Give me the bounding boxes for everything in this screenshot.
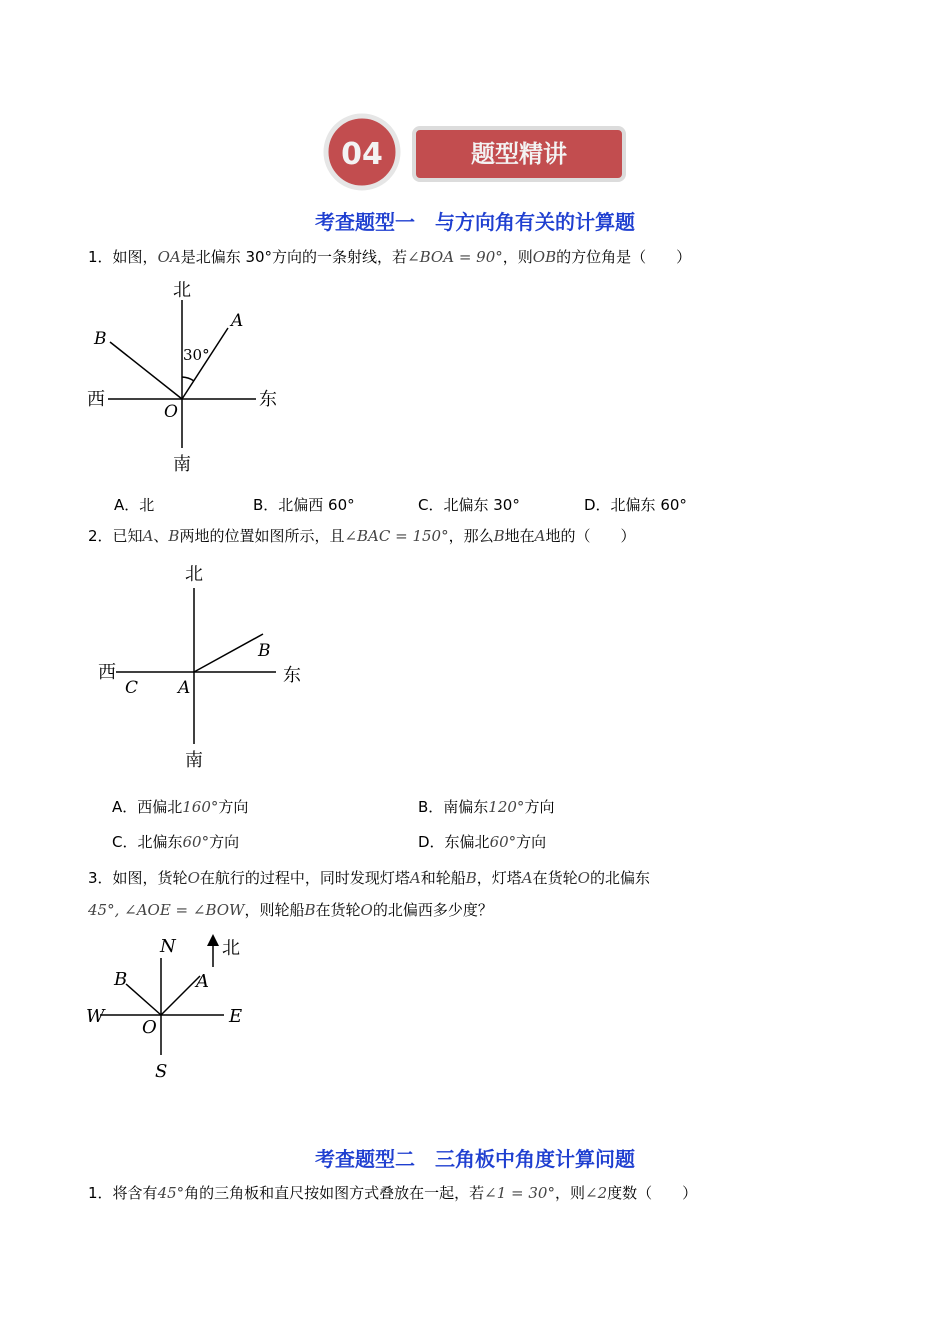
q3-ray-oa bbox=[161, 976, 200, 1015]
q2-compass-figure bbox=[90, 558, 320, 773]
q1-option-a[interactable]: A．北 bbox=[114, 496, 155, 514]
q1-label-west: 西 bbox=[87, 389, 105, 410]
question-3-line1: 3．如图，货轮O在航行的过程中，同时发现灯塔A和轮船B，灯塔A在货轮O的北偏东 bbox=[88, 869, 650, 887]
q1-label-north: 北 bbox=[173, 280, 191, 301]
q1-label-angle: 30° bbox=[183, 346, 210, 364]
q1-ray-ob bbox=[110, 342, 182, 399]
q2-label-south: 南 bbox=[185, 750, 203, 771]
q1-label-east: 东 bbox=[259, 389, 277, 410]
q1-angle-arc bbox=[182, 377, 194, 381]
q2-label-c: C bbox=[125, 678, 139, 698]
q3-compass-figure bbox=[82, 930, 262, 1085]
q3-ray-ob bbox=[126, 984, 161, 1015]
q1-label-south: 南 bbox=[173, 454, 191, 475]
section-banner bbox=[322, 112, 628, 192]
q1-label-a: A bbox=[231, 311, 244, 331]
q3-label-b: B bbox=[114, 969, 128, 990]
q1-label-b: B bbox=[94, 329, 107, 349]
q1-option-c[interactable]: C．北偏东 30° bbox=[418, 496, 520, 514]
q2-label-east: 东 bbox=[283, 665, 301, 686]
q3-label-a: A bbox=[196, 971, 209, 992]
banner-label: 题型精讲 bbox=[471, 140, 567, 168]
q2-option-a[interactable]: A．西偏北160°方向 bbox=[112, 798, 249, 816]
section-title-1: 考查题型一 与方向角有关的计算题 bbox=[315, 210, 635, 234]
q3-north-mark: 北 bbox=[222, 938, 240, 959]
q2-label-a: A bbox=[178, 678, 191, 698]
q1-option-b[interactable]: B．北偏西 60° bbox=[253, 496, 355, 514]
question-1: 1．如图，OA是北偏东 30°方向的一条射线，若∠BOA = 90°，则OB的方位角是（ ） bbox=[88, 248, 692, 266]
q1-label-o: O bbox=[164, 402, 178, 422]
q2-option-c[interactable]: C．北偏东60°方向 bbox=[112, 833, 240, 851]
q3-label-n: N bbox=[160, 936, 176, 957]
q3-north-arrow-icon bbox=[207, 934, 219, 946]
q2-label-b: B bbox=[258, 641, 271, 661]
banner-number: 04 bbox=[341, 137, 383, 172]
section2-question-1: 1．将含有45°角的三角板和直尺按如图方式叠放在一起，若∠1 = 30°，则∠2度数（ ） bbox=[88, 1184, 698, 1202]
q1-compass-figure bbox=[82, 278, 292, 478]
q3-label-w: W bbox=[86, 1006, 105, 1027]
q3-label-s: S bbox=[155, 1061, 168, 1082]
q3-label-o: O bbox=[142, 1017, 157, 1038]
q2-ray-ab bbox=[194, 634, 263, 672]
q3-label-e: E bbox=[229, 1006, 243, 1027]
q2-option-d[interactable]: D．东偏北60°方向 bbox=[418, 833, 547, 851]
q1-option-d[interactable]: D．北偏东 60° bbox=[584, 496, 687, 514]
question-3-line2: 45°, ∠AOE = ∠BOW，则轮船B在货轮O的北偏西多少度？ bbox=[88, 901, 493, 919]
q2-label-north: 北 bbox=[185, 564, 203, 585]
q2-option-b[interactable]: B．南偏东120°方向 bbox=[418, 798, 555, 816]
question-2: 2．已知A、B两地的位置如图所示，且∠BAC = 150°，那么B地在A地的（ ） bbox=[88, 527, 636, 545]
q2-label-west: 西 bbox=[98, 662, 116, 683]
section-title-2: 考查题型二 三角板中角度计算问题 bbox=[315, 1147, 635, 1171]
